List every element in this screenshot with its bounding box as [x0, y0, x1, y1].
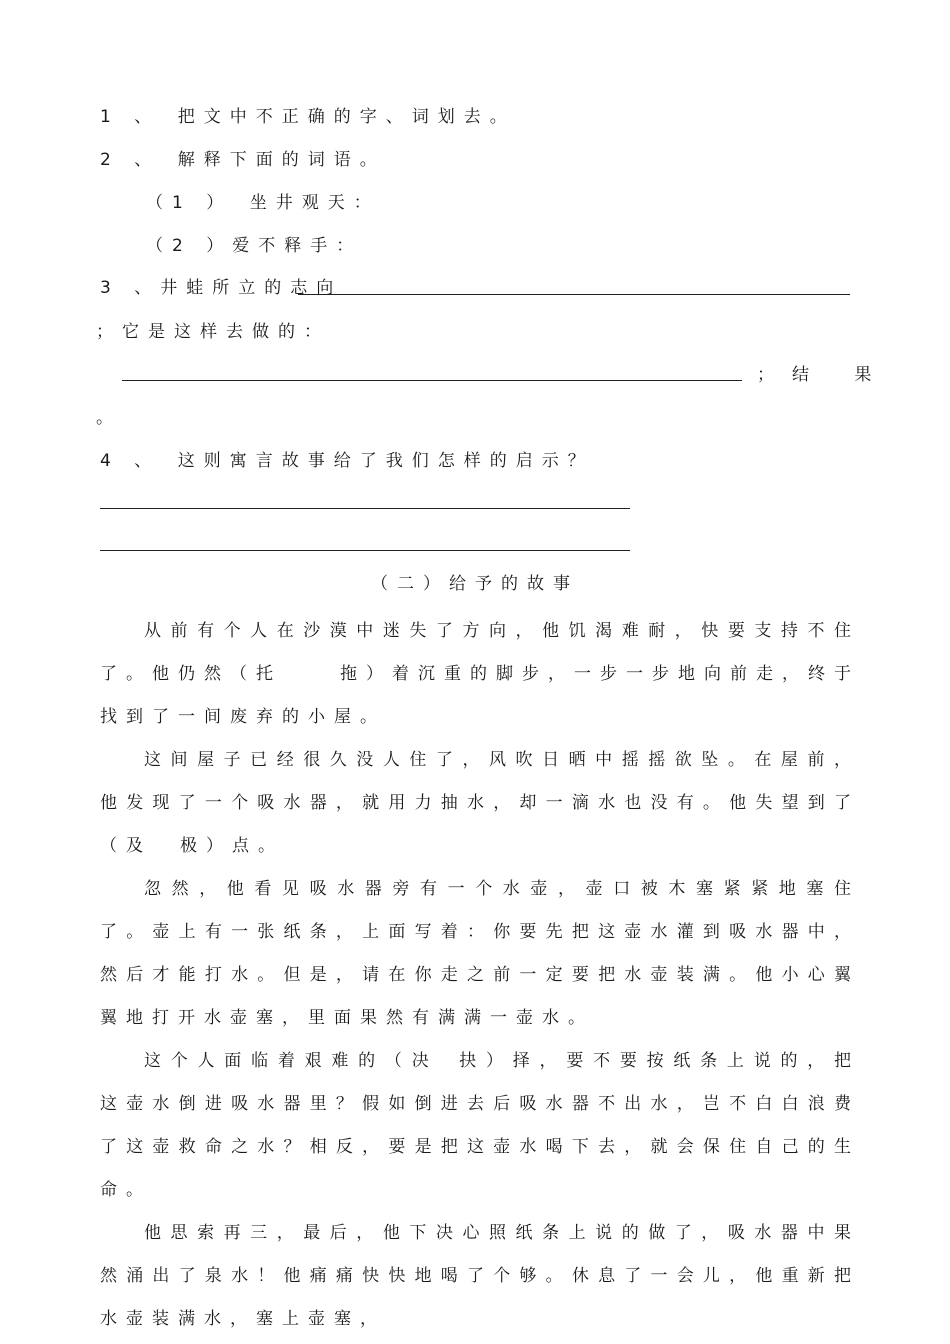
story-paragraph-4: 这个人面临着艰难的（决 抉）择，要不要按纸条上说的，把这壶水倒进吸水器里？假如倒进去后吸水器不出水，岂不白白浪费了这壶救命之水？相反，要是把这壶水喝下去，就会保住自己的生命。	[100, 1051, 861, 1200]
question-3: 3 、井蛙所立的志向	[100, 278, 343, 298]
question-3-line-2: ；它是这样去做的：	[96, 322, 330, 342]
question-2-item-2: （2 ）爱不释手：	[146, 236, 363, 256]
story-paragraph-5: 他思索再三，最后，他下决心照纸条上说的做了，吸水器中果然涌出了泉水！他痛痛快快地喝了个够。休息了一会儿，他重新把水壶装满水，塞上壶塞，	[100, 1223, 860, 1329]
story-paragraph-3: 忽然，他看见吸水器旁有一个水壶，壶口被木塞紧紧地塞住了。壶上有一张纸条，上面写着：你要先把这壶水灌到吸水器中，然后才能打水。但是，请在你走之前一定要把水壶装满。他小心翼翼地打开水壶塞，里面果然有满满一壶水。	[100, 879, 860, 1028]
answer-line-q4-1	[100, 508, 630, 509]
question-2: 2 、 解释下面的词语。	[100, 150, 386, 170]
question-3-end: 。	[96, 408, 122, 428]
question-4: 4 、 这则寓言故事给了我们怎样的启示？	[100, 451, 594, 471]
question-2-item-1: （1 ） 坐井观天：	[146, 193, 380, 213]
story-paragraph-2: 这间屋子已经很久没人住了，风吹日晒中摇摇欲坠。在屋前，他发现了一个吸水器，就用力抽水，却一滴水也没有。他失望到了（及 极）点。	[100, 750, 860, 856]
question-3-result-label: 结 果	[792, 365, 892, 385]
story-paragraph-1: 从前有个人在沙漠中迷失了方向，他饥渴难耐，快要支持不住了。他仍然（托 拖）着沉重的脚步，一步一步地向前走，终于找到了一间废弃的小屋。	[100, 621, 860, 727]
story-body	[100, 610, 860, 1341]
question-3-separator: ；	[757, 365, 783, 385]
answer-line-q4-2	[100, 550, 630, 551]
answer-line-q3-action	[122, 380, 742, 381]
question-1: 1 、 把文中不正确的字、词划去。	[100, 107, 516, 127]
story-title: （二）给予的故事	[371, 574, 579, 594]
answer-line-q3-goal	[298, 294, 850, 295]
